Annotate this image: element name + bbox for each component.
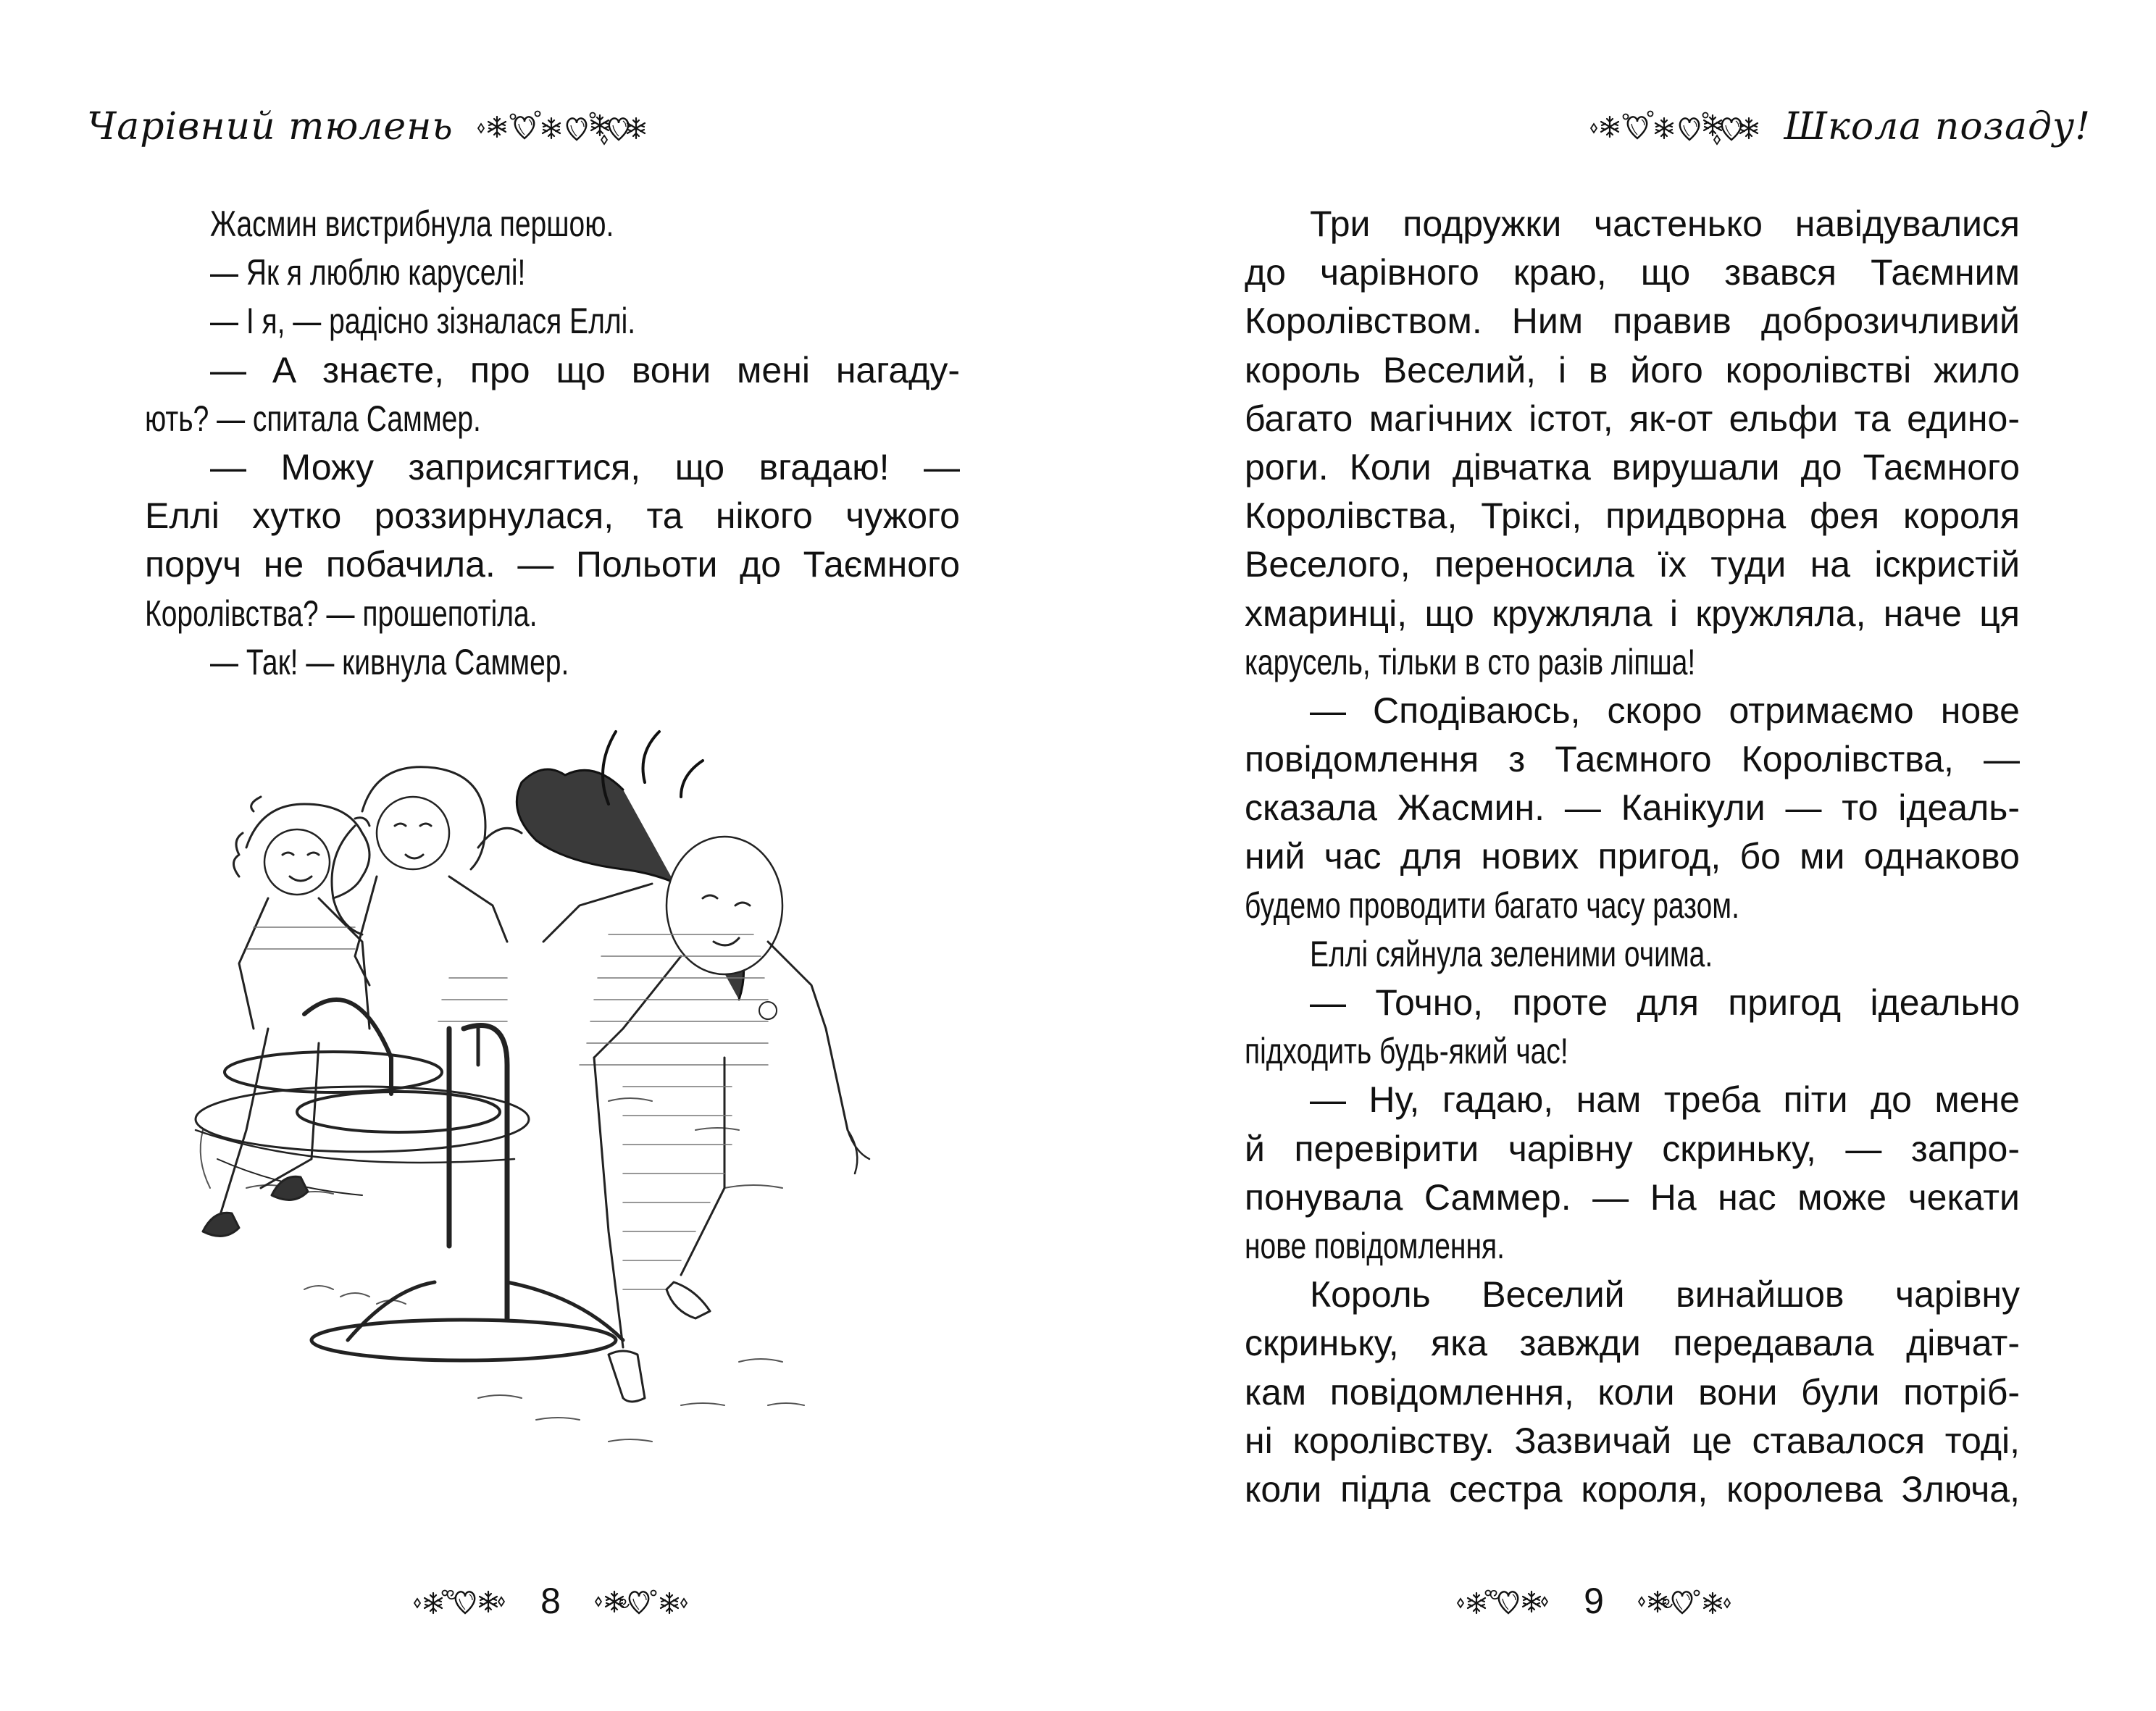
text-line: Три подружки частенько навідувалися	[1310, 204, 2020, 244]
text-line: — Сподіваюсь, скоро отримаємо нове	[1310, 690, 2020, 731]
text-line: король Веселий, і в його королівстві жило	[1245, 349, 2020, 390]
text-line: Веселого, переносила їх туди на іскристій	[1245, 544, 2021, 585]
text-line: будемо проводити багато часу разом.	[1245, 884, 1739, 926]
text-line: ні королівству. Зазвичай це ставалося тоді,	[1245, 1420, 2021, 1461]
text-line: — Ну, гадаю, нам треба піти до мене	[1310, 1079, 2020, 1121]
text-line: повідомлення з Таємного Королівства, —	[1245, 739, 2020, 780]
text-line: кам повідомлення, коли вони були потріб-	[1245, 1371, 2020, 1413]
text-line: коли підла сестра короля, королева Злюча,	[1245, 1468, 2021, 1510]
text-line: карусель, тільки в сто разів ліпша!	[1245, 641, 1696, 682]
folio-ornament-right-icon	[1637, 1583, 1731, 1619]
text-line: ють? — спитала Саммер.	[145, 398, 481, 439]
text-line: — Точно, проте для пригод ідеально	[1310, 982, 2021, 1023]
text-line: хмаринці, що кружляла і кружляла, наче ця	[1245, 593, 2020, 634]
folio-right	[1456, 1576, 1731, 1626]
snowflake-heart-ornament-icon	[1588, 105, 1762, 148]
folio-ornament-left-icon	[413, 1583, 507, 1619]
text-line: підходить будь-який час!	[1245, 1031, 1568, 1072]
text-line: ний час для нових пригод, бо ми однаково	[1245, 836, 2020, 877]
snowflake-heart-ornament-icon	[475, 105, 649, 148]
running-head-left	[87, 94, 649, 159]
left-body-text	[145, 200, 960, 687]
text-line: Король Веселий винайшов чарівну	[1310, 1274, 2021, 1315]
right-page	[1078, 0, 2156, 1711]
chapter-title: Школа позаду!	[1784, 105, 2091, 148]
text-line: Жасмин вистрибнула першою.	[210, 204, 614, 244]
text-line: — Як я люблю каруселі!	[210, 252, 526, 293]
folio-ornament-left-icon	[1456, 1583, 1550, 1619]
text-line: роги. Коли дівчатка вирушали до Таємного	[1245, 446, 2021, 488]
text-line: поруч не побачила. — Польоти до Таємного	[145, 544, 961, 585]
text-line: багато магічних істот, як-от ельфи та едино-	[1245, 398, 2020, 439]
text-line: — А знаєте, про що вони мені нагаду-	[210, 349, 961, 390]
roundabout-illustration	[174, 724, 971, 1521]
right-body-text	[1245, 200, 2020, 1514]
page-number: 8	[540, 1581, 561, 1621]
text-line: Королівством. Ним правив доброзичливий	[1245, 301, 2020, 342]
text-line: Королівства, Тріксі, придворна фея короля	[1245, 495, 2021, 537]
text-line: — Так! — кивнула Саммер.	[210, 641, 569, 682]
folio-ornament-right-icon	[594, 1583, 688, 1619]
text-line: понувала Саммер. — На нас може чекати	[1245, 1176, 2020, 1218]
text-line: нове повідомлення.	[1245, 1225, 1505, 1266]
folio-left	[413, 1576, 688, 1626]
girls-on-roundabout-sketch-icon	[174, 724, 971, 1521]
text-line: Еллі хутко роззирнулася, та нікого чужого	[145, 495, 960, 537]
text-line: сказала Жасмин. — Канікули — то ідеаль-	[1245, 787, 2020, 829]
text-line: й перевірити чарівну скриньку, — запро-	[1245, 1128, 2020, 1169]
text-line: до чарівного краю, що звався Таємним	[1245, 252, 2020, 293]
text-line: скриньку, яка завжди передавала дівчат-	[1245, 1323, 2020, 1364]
running-head-right	[1588, 94, 2091, 159]
page-number: 9	[1584, 1581, 1604, 1621]
book-title: Чарівний тюлень	[87, 105, 454, 148]
text-line: Еллі сяйнула зеленими очима.	[1310, 933, 1713, 974]
text-line: — І я, — радісно зізналася Еллі.	[210, 301, 636, 342]
text-line: — Можу заприсягтися, що вгадаю! —	[210, 446, 960, 488]
text-line: Королівства? — прошепотіла.	[145, 593, 538, 634]
